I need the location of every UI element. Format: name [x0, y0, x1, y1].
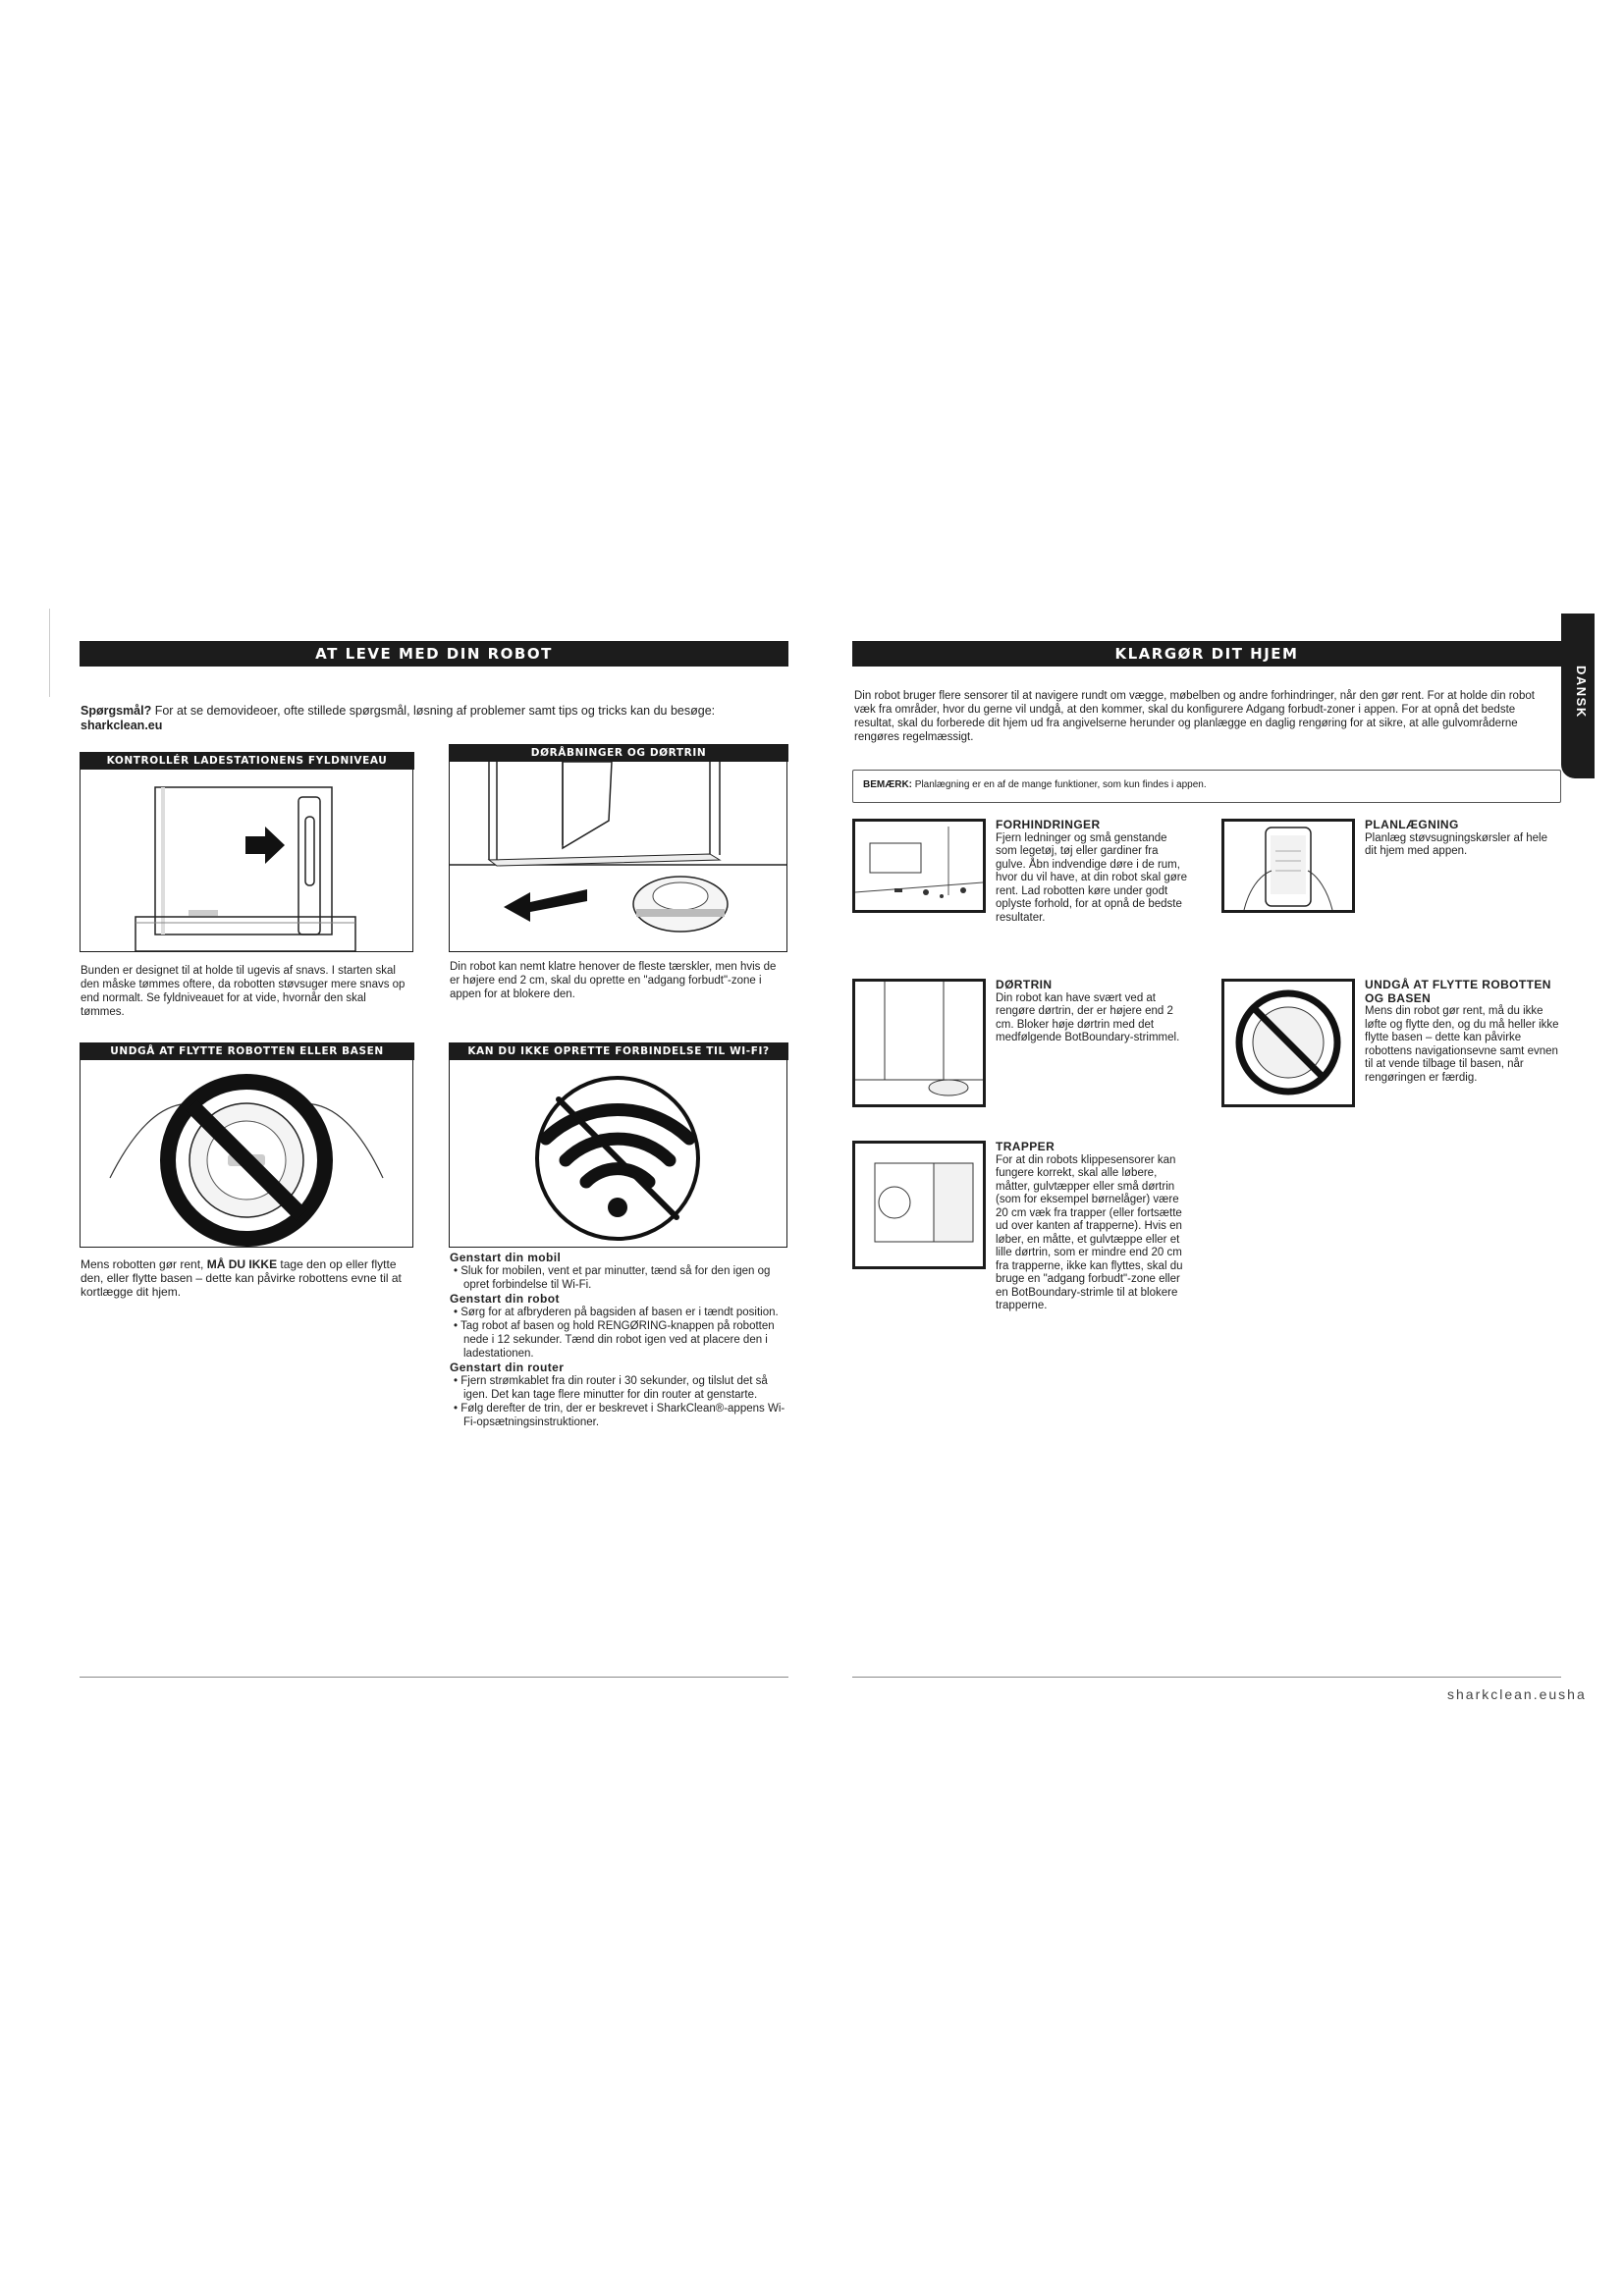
note-label: BEMÆRK: — [863, 779, 912, 790]
no-move-robot-icon — [1224, 982, 1352, 1104]
intro-paragraph: Din robot bruger flere sensorer til at navigere rundt om vægge, møbelben og andre forhindringer, når den gør rent. For at holde din robot væk fra områder, hvor du gerne vil undgå, at den kommer, skal du konfigurere Adgang forbudt-zoner i appen. For at opnå det bedste resultat, skal du forberede dit hjem ud fra angivelserne herunder og planlægge en daglig rengøring for at sikre, at alle gulvområderne rengøres regelmæssigt. — [854, 690, 1535, 743]
avoid-moving-illustration — [80, 1060, 413, 1248]
avoid-moving-block — [1365, 979, 1561, 1085]
avoid-text-bold: MÅ DU IKKE — [206, 1257, 278, 1271]
obstacles-block — [996, 819, 1187, 925]
phone-app-image — [1224, 822, 1352, 910]
thresholds-image — [852, 979, 986, 1107]
right-footer-rule — [852, 1677, 1561, 1678]
stairs-thumb — [855, 1144, 983, 1266]
doorways-illustration — [449, 762, 787, 952]
stairs-title: TRAPPER — [996, 1140, 1056, 1153]
wifi-title: KAN DU IKKE OPRETTE FORBINDELSE TIL WI-FI? — [449, 1042, 788, 1060]
no-lift-robot-icon — [81, 1060, 412, 1247]
avoid-moving-robot-title: UNDGÅ AT FLYTTE ROBOTTEN ELLER BASEN — [80, 1042, 414, 1060]
avoid-moving-image — [1221, 979, 1355, 1107]
question-text: For at se demovideoer, ofte stillede spørgsmål, løsning af problemer samt tips og tricks kan du besøge: — [151, 704, 716, 718]
door-threshold-image — [450, 762, 786, 951]
left-page-title: AT LEVE MED DIN ROBOT — [80, 641, 788, 667]
thresholds-text: Din robot kan have svært ved at rengøre dørtrin, der er højere end 2 cm. Bloker høje dørtrin med det medfølgende BotBoundary-strimmel. — [996, 991, 1180, 1043]
avoid-moving-right-title: UNDGÅ AT FLYTTE ROBOTTEN OG BASEN — [1365, 978, 1551, 1005]
schedule-text: Planlæg støvsugningskørsler af hele dit hjem med appen. — [1365, 831, 1547, 857]
room-obstacles-image — [855, 822, 983, 910]
note-text: Planlægning er en af de mange funktioner, som kun findes i appen. — [912, 779, 1207, 790]
question-label: Spørgsmål? — [81, 704, 152, 718]
restart-phone-bullet-1: • Sluk for mobilen, vent et par minutter, tænd så for den igen og opret forbindelse til Wi-Fi. — [454, 1265, 771, 1291]
restart-robot-bullet-2: • Tag robot af basen og hold RENGØRING-knappen på robotten nede i 12 sekunder. Tænd din robot igen ved at placere den i ladestationen. — [454, 1320, 775, 1360]
door-threshold-thumb — [855, 982, 983, 1104]
schedule-image — [1221, 819, 1355, 913]
avoid-text-before: Mens robotten gør rent, — [81, 1257, 207, 1271]
thresholds-title: DØRTRIN — [996, 978, 1053, 991]
right-page-title: KLARGØR DIT HJEM — [852, 641, 1561, 667]
avoid-moving-robot-text — [81, 1257, 405, 1299]
sharkclean-link[interactable]: sharkclean.eu — [81, 719, 163, 732]
obstacles-title: FORHINDRINGER — [996, 818, 1101, 831]
thresholds-block — [996, 979, 1187, 1045]
restart-robot-bullet-1: • Sørg for at afbryderen på bagsiden af basen er i tændt position. — [454, 1307, 779, 1318]
obstacles-text: Fjern ledninger og små genstande som legetøj, tøj eller gardiner fra gulve. Åbn indvendige døre i de rum, hvor du vil have, at din robot skal gøre rent. Lad robotten køre under godt oplyste forhold, for at opnå de bedste resultater. — [996, 831, 1187, 924]
fill-level-illustration — [80, 770, 413, 952]
restart-router-heading: Genstart din router — [450, 1361, 565, 1374]
left-margin-line — [49, 609, 50, 697]
fill-level-text: Bunden er designet til at holde til ugevis af snavs. I starten skal den måske tømmes oftere, da robotten støvsuger mere snavs op end normalt. Se fyldniveauet for at vide, hvornår den skal tømmes. — [81, 965, 406, 1018]
stairs-block — [996, 1141, 1192, 1313]
restart-router-bullet-2: • Følg derefter de trin, der er beskrevet i SharkClean®-appens Wi-Fi-opsætningsinstruktioner. — [454, 1403, 785, 1428]
language-tab-label: DANSK — [1574, 666, 1589, 719]
restart-robot-heading: Genstart din robot — [450, 1292, 560, 1306]
left-footer-rule — [80, 1677, 788, 1678]
avoid-moving-right-text: Mens din robot gør rent, må du ikke løfte og flytte den, og du må heller ikke flytte basen – dette kan påvirke robottens navigationsevne samt evnen til at vende tilbage til basen, når rengøringen er færdig. — [1365, 1005, 1559, 1084]
wifi-instructions — [450, 1251, 788, 1429]
note-box — [852, 770, 1561, 803]
obstacles-image — [852, 819, 986, 913]
question-paragraph — [81, 704, 758, 733]
wifi-illustration — [449, 1060, 787, 1248]
no-wifi-icon — [450, 1060, 786, 1247]
schedule-block — [1365, 819, 1561, 859]
restart-phone-heading: Genstart din mobil — [450, 1251, 562, 1264]
fill-level-title: KONTROLLÉR LADESTATIONENS FYLDNIVEAU — [80, 752, 414, 770]
restart-router-bullet-1: • Fjern strømkablet fra din router i 30 sekunder, og tilslut det så igen. Det kan tage flere minutter for din router at genstarte. — [454, 1375, 768, 1401]
footer-signature: sharkclean.eusha — [1447, 1686, 1587, 1702]
stairs-text: For at din robots klippesensorer kan fungere korrekt, skal alle løbere, måtter, gulvtæpper eller små dørtrin (som for eksempel børnelåger) være 20 cm væk fra trapper (eller fortsætte ud over kanten af trapperne). Hvis en løber, en måtte, et gulvtæppe eller et lille dørtrin, som er mindre end 20 cm fra trapperne, ikke kan flyttes, skal du bruge en "adgang forbudt"-zone eller en BotBoundary-strimle til at blokere trapperne. — [996, 1153, 1183, 1311]
avoid-text-after: tage den op eller flytte den, eller flytte basen – dette kan påvirke robottens evne til at kortlægge dit hjem. — [81, 1257, 402, 1299]
doorways-text: Din robot kan nemt klatre henover de fleste tærskler, men hvis de er højere end 2 cm, skal du oprette en "adgang forbudt"-zone i appen for at blokere den. — [450, 961, 777, 1000]
stairs-image — [852, 1141, 986, 1269]
schedule-title: PLANLÆGNING — [1365, 818, 1459, 831]
charging-base-image — [81, 770, 412, 951]
doorways-title: DØRÅBNINGER OG DØRTRIN — [449, 744, 788, 762]
